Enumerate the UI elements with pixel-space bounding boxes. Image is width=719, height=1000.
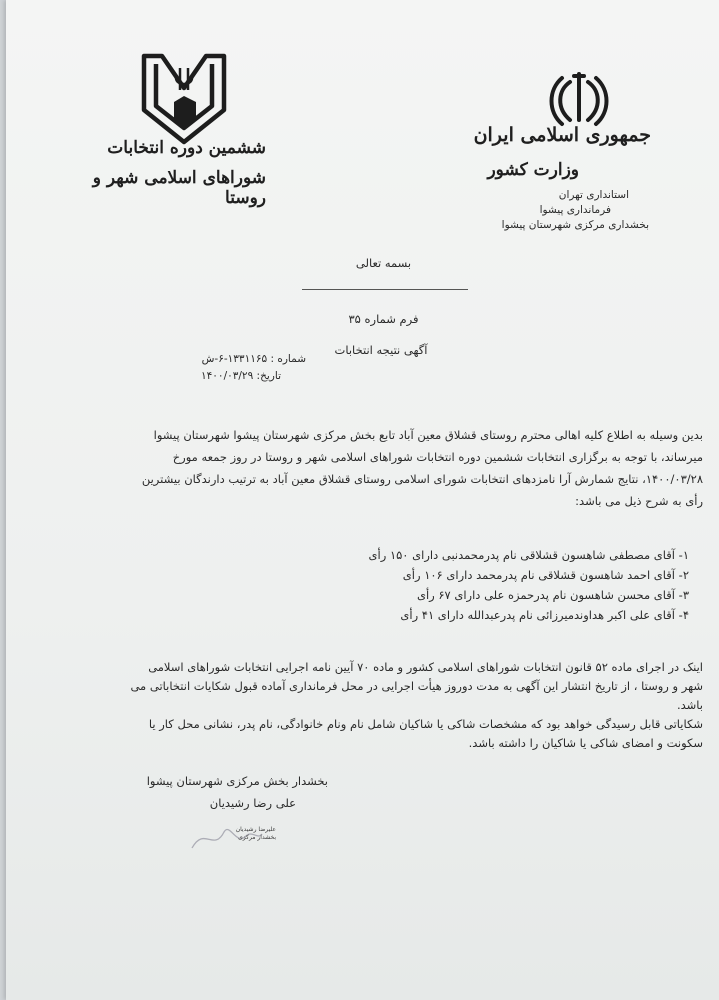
- candidate-item: ۱- آقای مصطفی شاهسون قشلاقی نام پدرمحمدنبی دارای ۱۵۰ رأی: [368, 548, 689, 562]
- invocation: بسمه تعالی: [355, 256, 412, 270]
- form-number: فرم شماره ۳۵: [348, 312, 419, 326]
- announcement-paragraph: [73, 424, 703, 512]
- election-subtitle: شوراهای اسلامی شهر و روستا: [92, 168, 266, 208]
- paragraph-line: اینک در اجرای ماده ۵۲ قانون انتخابات شوراهای اسلامی کشور و ماده ۷۰ آیین نامه اجرایی انتخابات شوراهای اسلامی: [148, 660, 703, 674]
- iran-emblem-icon: [544, 68, 614, 130]
- candidates-list: [269, 545, 689, 625]
- header-province: استانداری تهران: [558, 189, 629, 201]
- header-country: جمهوری اسلامی ایران: [473, 124, 651, 146]
- paragraph-line: سکونت و امضای شاکی یا شاکیان را داشته باشد.: [468, 736, 703, 750]
- candidate-item: ۳- آقای محسن شاهسون نام پدرحمزه علی دارای ۶۷ رأی: [416, 588, 689, 602]
- header-ministry: وزارت کشور: [487, 160, 579, 180]
- candidate-item: ۴- آقای علی اکبر هداوندمیرزائی نام پدرعبدالله دارای ۴۱ رأی: [400, 608, 689, 622]
- paragraph-line: شکایاتی قابل رسیدگی خواهد بود که مشخصات شاکی یا شاکیان شامل نام ونام خانوادگی، نام پدر، نشانی محل کار یا: [148, 717, 703, 731]
- reference-date: تاریخ: ۱۴۰۰/۰۳/۲۹: [201, 370, 281, 382]
- candidate-item: ۲- آقای احمد شاهسون قشلاقی نام پدرمحمد دارای ۱۰۶ رأی: [402, 568, 689, 582]
- signatory-name: علی رضا رشیدیان: [209, 796, 296, 810]
- header-governorate: فرمانداری پیشوا: [539, 204, 611, 216]
- complaints-paragraph: [63, 658, 703, 753]
- paragraph-line: باشد.: [676, 698, 703, 712]
- document-title: آگهی نتیجه انتخابات: [334, 343, 428, 357]
- paragraph-line: رأی به شرح ذیل می باشد:: [575, 494, 703, 508]
- paragraph-line: میرساند، با توجه به برگزاری انتخابات ششمین دوره انتخابات شوراهای اسلامی شهر و روستا در روز جمعه مورخ: [172, 450, 703, 464]
- header-district: بخشداری مرکزی شهرستان پیشوا: [501, 219, 649, 231]
- stamp-name: علیرضا رشیدیان: [235, 826, 276, 833]
- paragraph-line: شهر و روستا ، از تاریخ انتشار این آگهی به مدت دوروز هیأت اجرایی در محل فرمانداری آماده قبول شکایات انتخاباتی می: [130, 679, 703, 693]
- election-title: ششمین دوره انتخابات: [107, 138, 266, 158]
- election-logo-icon: [136, 50, 232, 146]
- paragraph-line: بدین وسیله به اطلاع کلیه اهالی محترم روستای قشلاق معین آباد تابع بخش مرکزی شهرستان پیشوا شهرستان پیشوا: [153, 428, 703, 442]
- signatory-title: بخشدار بخش مرکزی شهرستان پیشوا: [146, 774, 328, 788]
- reference-number: شماره : ۱۳۳۱۱۶۵-۶-ش: [201, 353, 306, 365]
- title-divider: [302, 289, 468, 290]
- stamp-title: بخشدار مرکزی: [238, 834, 276, 841]
- paragraph-line: ۱۴۰۰/۰۳/۲۸، نتایج شمارش آرا نامزدهای انتخابات شورای اسلامی روستای قشلاق معین آباد به ترتیب دارندگان بیشترین: [141, 472, 703, 486]
- document-page: [6, 0, 719, 1000]
